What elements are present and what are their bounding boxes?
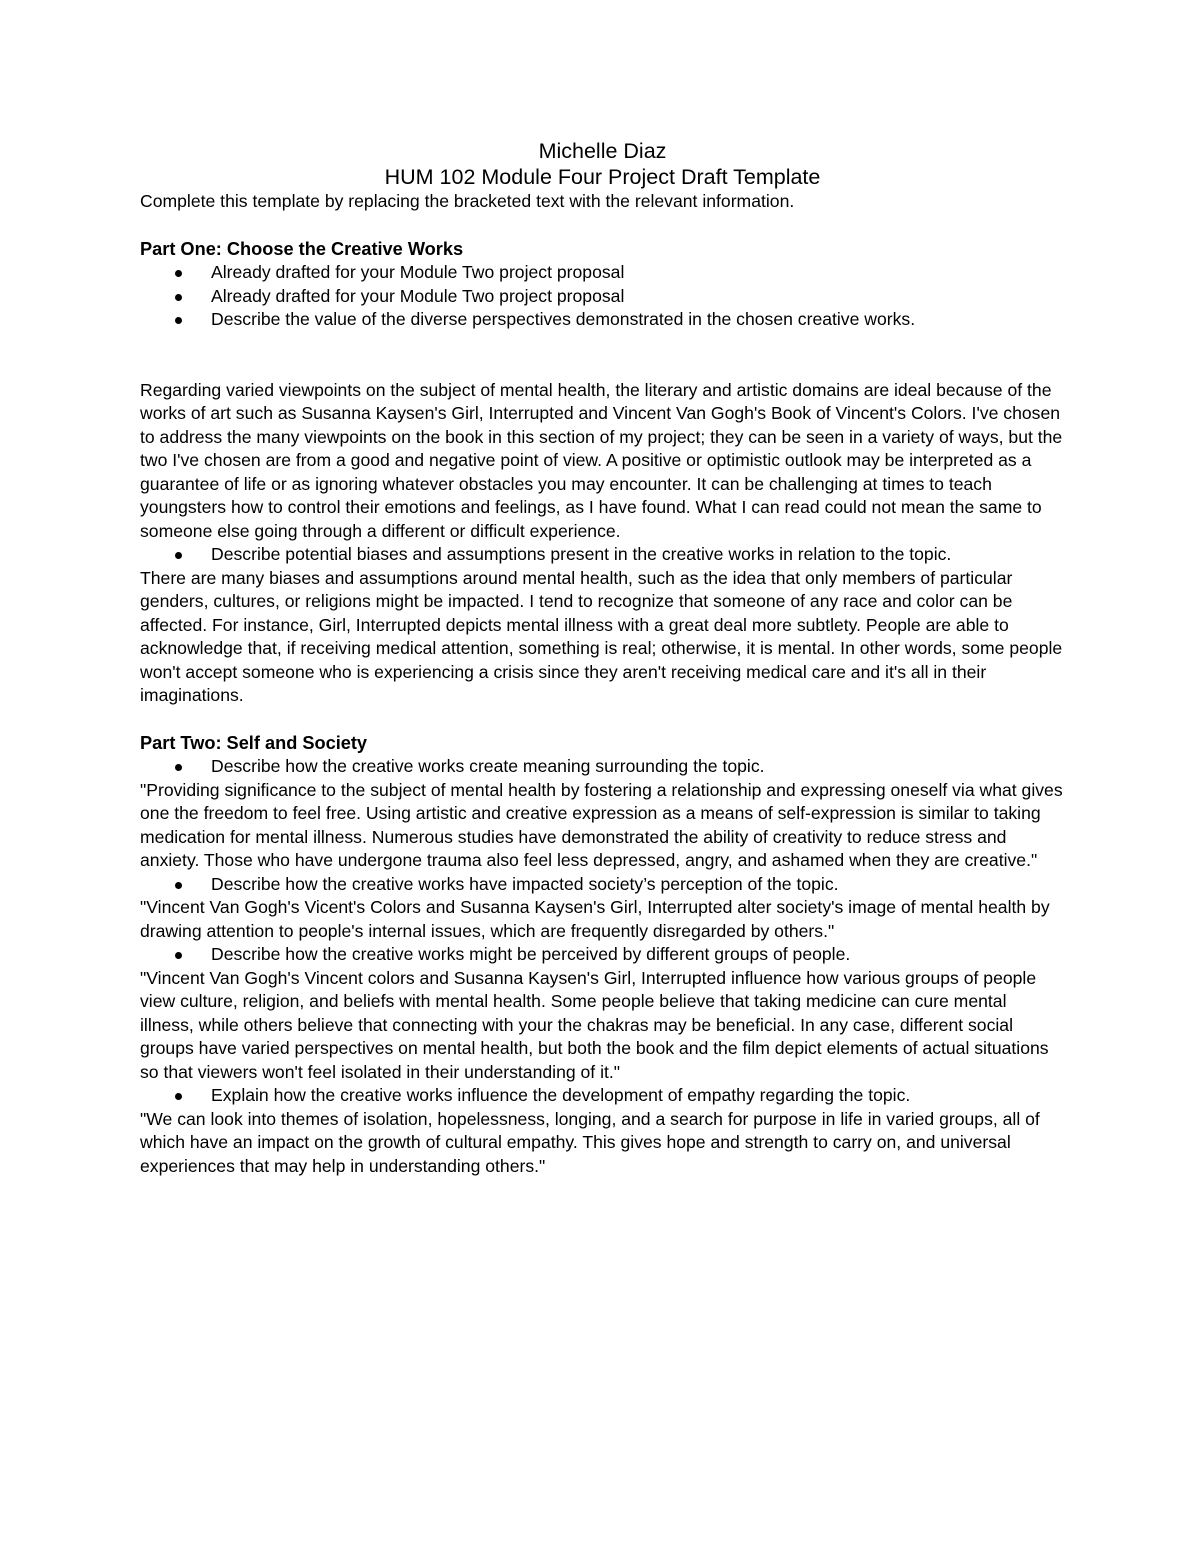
section-bullet [140,943,1065,967]
section-prompt: Describe how the creative works might be perceived by different groups of people. [211,944,851,964]
bullet-icon [175,1093,182,1100]
list-item-text: Describe the value of the diverse perspectives demonstrated in the chosen creative works. [211,309,916,329]
biases-response: There are many biases and assumptions around mental health, such as the idea that only members of particular genders, cultures, or religions might be impacted. I tend to recognize that someone of any race and color can be affected. For instance, Girl, Interrupted depicts mental illness with a great deal more subtlety. People are able to acknowledge that, if receiving medical attention, something is real; otherwise, it is mental. In other words, some people won't accept someone who is experiencing a crisis since they aren't receiving medical care and it's all in their imaginations. [140,567,1063,705]
list-item [140,755,1065,779]
title-block [140,138,1065,190]
list-item [140,943,1065,967]
bullet-icon [175,552,182,559]
intro-text: Complete this template by replacing the bracketed text with the relevant information. [140,191,795,211]
document-page [140,138,1065,1178]
perspectives-response: Regarding varied viewpoints on the subject of mental health, the literary and artistic domains are ideal because of the works of art such as Susanna Kaysen's Girl, Interrupted and Vincent Van Gogh's Book of Vincent's Colors. I've chosen to address the many viewpoints on the book in this section of my project; they can be seen in a variety of ways, but the two I've chosen are from a good and negative point of view. A positive or optimistic outlook may be interpreted as a guarantee of life or as ignoring whatever obstacles you may encounter. It can be challenging at times to teach youngsters how to control their emotions and feelings, as I have found. What I can read could not mean the same to someone else going through a different or difficult experience. [140,379,1063,541]
bullet-icon [175,952,182,959]
section-prompt: Explain how the creative works influence the development of empathy regarding the topic. [211,1085,911,1105]
section-bullet [140,1084,1065,1108]
biases-bullet-list [140,543,1065,567]
part-one-bullet-list [140,261,1065,332]
author-name: Michelle Diaz [538,139,667,163]
section-response: "Vincent Van Gogh's Vincent colors and Susanna Kaysen's Girl, Interrupted influence how various groups of people view culture, religion, and beliefs with mental health. Some people believe that taking medicine can cure mental illness, while others believe that connecting with your the chakras may be beneficial. In any case, different social groups have varied perspectives on mental health, but both the book and the film depict elements of actual situations so that viewers won't feel isolated in their understanding of it." [140,967,1049,1082]
list-item [140,873,1065,897]
section-response: "Providing significance to the subject of mental health by fostering a relationship and expressing oneself via what gives one the freedom to feel free. Using artistic and creative expression as a means of self-expression is similar to taking medication for mental illness. Numerous studies have demonstrated the ability of creativity to reduce stress and anxiety. Those who have undergone trauma also feel less depressed, angry, and ashamed when they are creative." [140,779,1063,870]
bullet-icon [175,882,182,889]
list-item [140,308,1065,332]
bullet-icon [175,294,182,301]
list-item [140,261,1065,285]
section-bullet [140,755,1065,779]
list-item-text: Already drafted for your Module Two project proposal [211,262,625,282]
bullet-icon [175,270,182,277]
section-response: "We can look into themes of isolation, hopelessness, longing, and a search for purpose in life in varied groups, all of which have an impact on the growth of cultural empathy. This gives hope and strength to carry on, and universal experiences that may help in understanding others." [140,1108,1040,1176]
list-item [140,285,1065,309]
part-one-heading: Part One: Choose the Creative Works [140,238,464,259]
bullet-icon [175,764,182,771]
list-item-text: Already drafted for your Module Two project proposal [211,285,625,306]
section-bullet [140,873,1065,897]
part-two-heading: Part Two: Self and Society [140,732,368,753]
list-item-text: Describe potential biases and assumptions present in the creative works in relation to the topic. [211,544,952,564]
list-item [140,543,1065,567]
list-item [140,1084,1065,1108]
section-prompt: Describe how the creative works create meaning surrounding the topic. [211,756,765,776]
section-response: "Vincent Van Gogh's Vicent's Colors and Susanna Kaysen's Girl, Interrupted alter society's image of mental health by drawing attention to people's internal issues, which are frequently disregarded by others." [140,897,1050,941]
bullet-icon [175,317,182,324]
document-title: HUM 102 Module Four Project Draft Template [384,165,821,189]
section-prompt: Describe how the creative works have impacted society’s perception of the topic. [211,873,839,894]
